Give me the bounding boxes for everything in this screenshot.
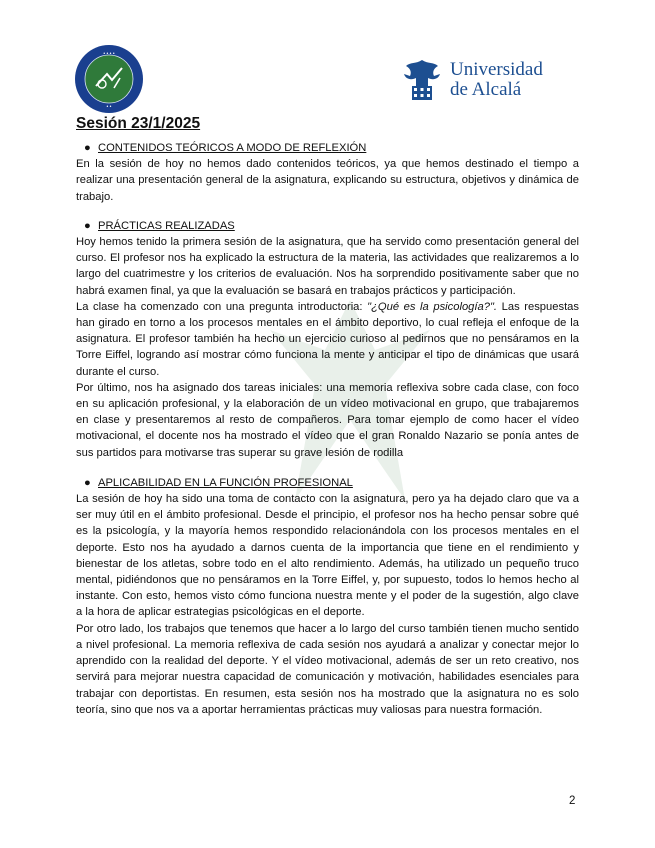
svg-text:• •: • • [106, 104, 112, 110]
paragraph: La sesión de hoy ha sido una toma de contacto con la asignatura, pero ya ha dejado claro que va a ser muy útil en el ámbito profesional. Desde el principio, el profesor nos ha hecho pensar sobre qué es la psicología, y la mayoría hemos respondido relacionándola con los procesos mentales en el deporte. Esto nos ha ayudado a darnos cuenta de la importancia que tiene en el rendimiento y bienestar de los atletas, sobre todo en el alto rendimiento. Además, ha utilizado un pequeño truco mental, pidiéndonos que no pensáramos en la Torre Eiffel, y, por supuesto, todos lo hemos hecho al instante. Con esto, hemos visto cómo funciona nuestra mente y el poder de la sugestión, algo clave a la hora de aplicar estrategias psicológicas en el deporte. [76, 493, 579, 619]
session-title: Sesión 23/1/2025 [76, 115, 201, 132]
bullet-icon: ● [84, 476, 91, 489]
paragraph-continuation-text: Las respuestas han girado en torno a los procesos mentales en el ámbito deportivo, lo cual refleja el enfoque de la asignatura. El profesor también ha hecho un ejercicio curioso al pedirnos que no pensáramos en la Torre Eiffel, logrando así mostrar cómo funciona la mente y anticipar el tipo de dinámicas que usará durante el curso. [76, 300, 579, 378]
section-heading-label: PRÁCTICAS REALIZADAS [98, 219, 235, 232]
section-heading-label: APLICABILIDAD EN LA FUNCIÓN PROFESIONAL [98, 476, 353, 489]
paragraph-intro-text: La clase ha comenzado con una pregunta introductoria: [76, 300, 368, 313]
paragraph: Por otro lado, los trabajos que tenemos que hacer a lo largo del curso también tienen mucho sentido a nivel profesional. La memoria reflexiva de cada sesión nos ayudará a analizar y conectar mejor lo aprendido con la realidad del deporte. Y el vídeo motivacional, además de ser un reto creativo, nos servirá para mejorar nuestra capacidad de comunicación y motivación, habilidades esenciales para trabajar con deportistas. En resumen, esta sesión nos ha mostrado que la asignatura no es solo teoría, sino que nos va a aportar herramientas prácticas muy valiosas para nuestra formación. [76, 622, 579, 716]
university-name-line1: Universidad [450, 59, 543, 80]
page-number: 2 [569, 795, 576, 807]
paragraph: Por último, nos ha asignado dos tareas iniciales: una memoria reflexiva sobre cada clase, con foco en su aplicación profesional, y la elaboración de un vídeo motivacional en grupo, que trabajaremos en clase y presentaremos al resto de compañeros. Para tomar ejemplo de como hacer el vídeo motivacional, el docente nos ha mostrado el vídeo que el gran Ronaldo Nazario se ponía antes de sus partidos para motivarse tras superar su grave lesión de rodilla [76, 381, 579, 459]
question-text: "¿Qué es la psicología?". [367, 300, 498, 313]
document-body [76, 140, 579, 718]
section-heading-contenidos [76, 140, 579, 156]
club-seal-logo [74, 44, 144, 114]
section-heading-label: CONTENIDOS TEÓRICOS A MODO DE REFLEXIÓN [98, 142, 367, 154]
university-crest-logo [400, 58, 444, 102]
paragraph-question [76, 299, 579, 380]
section-heading-aplicabilidad [76, 475, 579, 491]
svg-text:• • • •: • • • • [103, 51, 115, 57]
section-heading-practicas [76, 218, 579, 234]
bullet-icon: ● [84, 142, 91, 154]
paragraph: Hoy hemos tenido la primera sesión de la asignatura, que ha servido como presentación general del curso. El profesor nos ha explicado la estructura de la materia, las actividades que realizaremos a lo largo del cuatrimestre y los criterios de evaluación. Nos ha sorprendido positivamente saber que no habrá examen final, ya que la evaluación se basará en trabajos prácticos y participación. [76, 236, 579, 297]
paragraph: En la sesión de hoy no hemos dado contenidos teóricos, ya que hemos destinado el tiempo a realizar una presentación general de la asignatura, explicando su estructura, objetivos y dinámica de trabajo. [76, 158, 579, 203]
university-logo [400, 58, 543, 102]
bullet-icon: ● [84, 219, 91, 232]
university-name-line2: de Alcalá [450, 79, 522, 100]
